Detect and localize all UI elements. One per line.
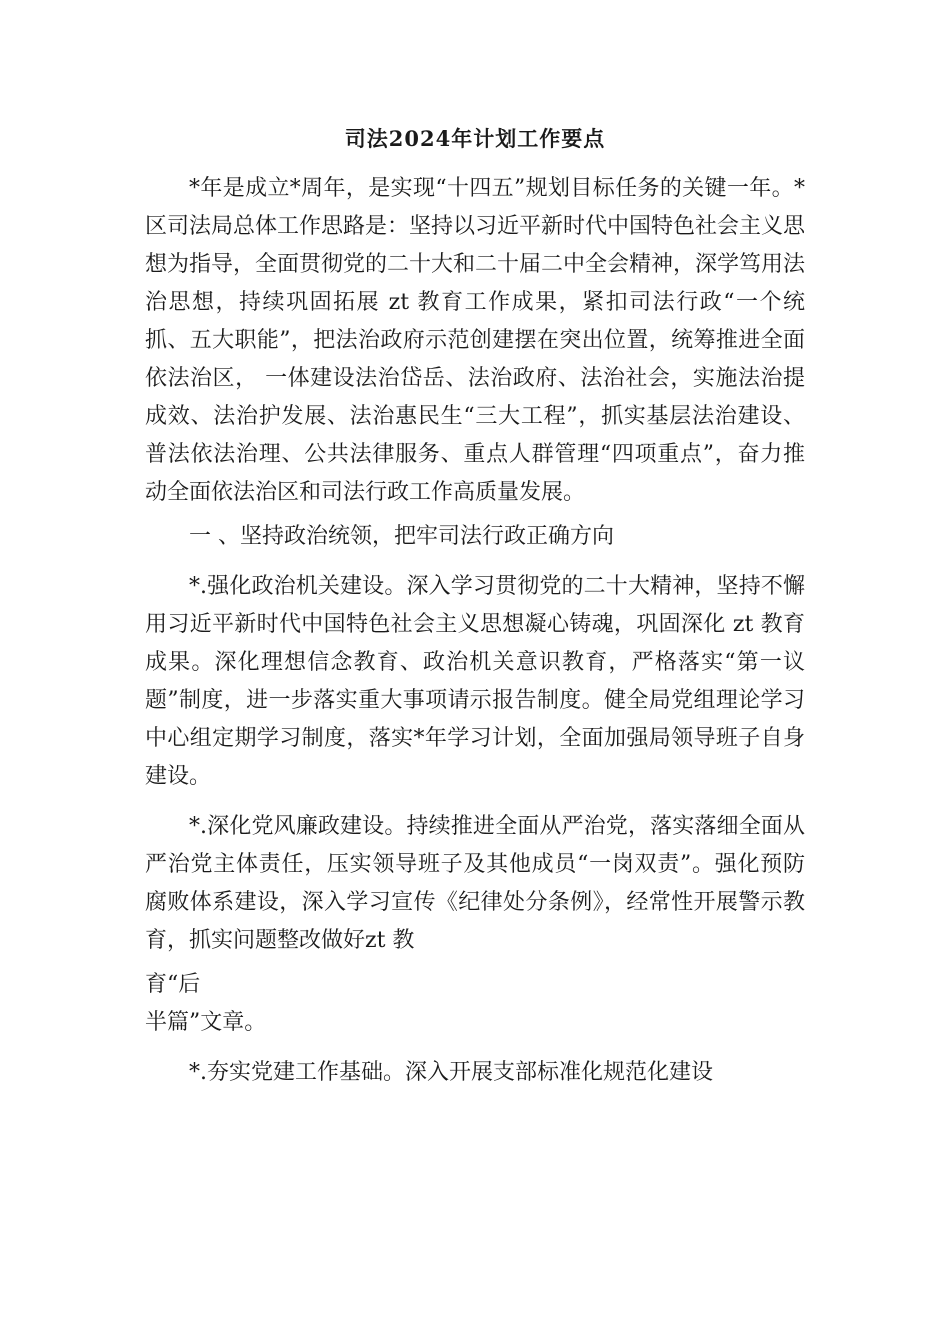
section-heading-1: 一 、坚持政治统领，把牢司法行政正确方向 xyxy=(189,524,614,549)
paragraph-party-foundation: *.夯实党建工作基础。深入开展支部标准化规范化建设 xyxy=(189,1060,713,1085)
paragraph-political-building: *.强化政治机关建设。深入学习贯彻党的二十大精神，坚持不懈用习近平新时代中国特色社会主义思想凝心铸魂，巩固深化 zt 教育成果。深化理想信念教育、政治机关意识教育，严格落实“第一议题”制度，进一步落实重大事项请示报告制度。健全局党组理论学习中心组定期学习制度，落实*年学习计划，全面加强局领导班子自身建设。 xyxy=(145,574,805,789)
intro-paragraph: *年是成立*周年，是实现“十四五”规划目标任务的关键一年。*区司法局总体工作思路是：坚持以习近平新时代中国特色社会主义思想为指导，全面贯彻党的二十大和二十届二中全会精神，深学笃用法治思想，持续巩固拓展 zt 教育工作成果，紧扣司法行政“一个统抓、五大职能”，把法治政府示范创建摆在突出位置，统筹推进全面依法治区， 一体建设法治岱岳、法治政府、法治社会，实施法治提成效、法治护发展、法治惠民生“三大工程”，抓实基层法治建设、普法依法治理、公共法律服务、重点人群管理“四项重点”，奋力推动全面依法治区和司法行政工作高质量发展。 xyxy=(145,176,806,505)
document-title: 司法2024年计划工作要点 xyxy=(344,126,606,151)
paragraph-continuation-a: 育“后 xyxy=(145,972,201,997)
paragraph-clean-governance: *.深化党风廉政建设。持续推进全面从严治党，落实落细全面从严治党主体责任，压实领导班子及其他成员“一岗双责”。强化预防腐败体系建设，深入学习宣传《纪律处分条例》，经常性开展警示教育，抓实问题整改做好zt 教 xyxy=(145,814,805,953)
paragraph-continuation-b: 半篇”文章。 xyxy=(145,1010,267,1035)
document-body xyxy=(145,170,805,1092)
